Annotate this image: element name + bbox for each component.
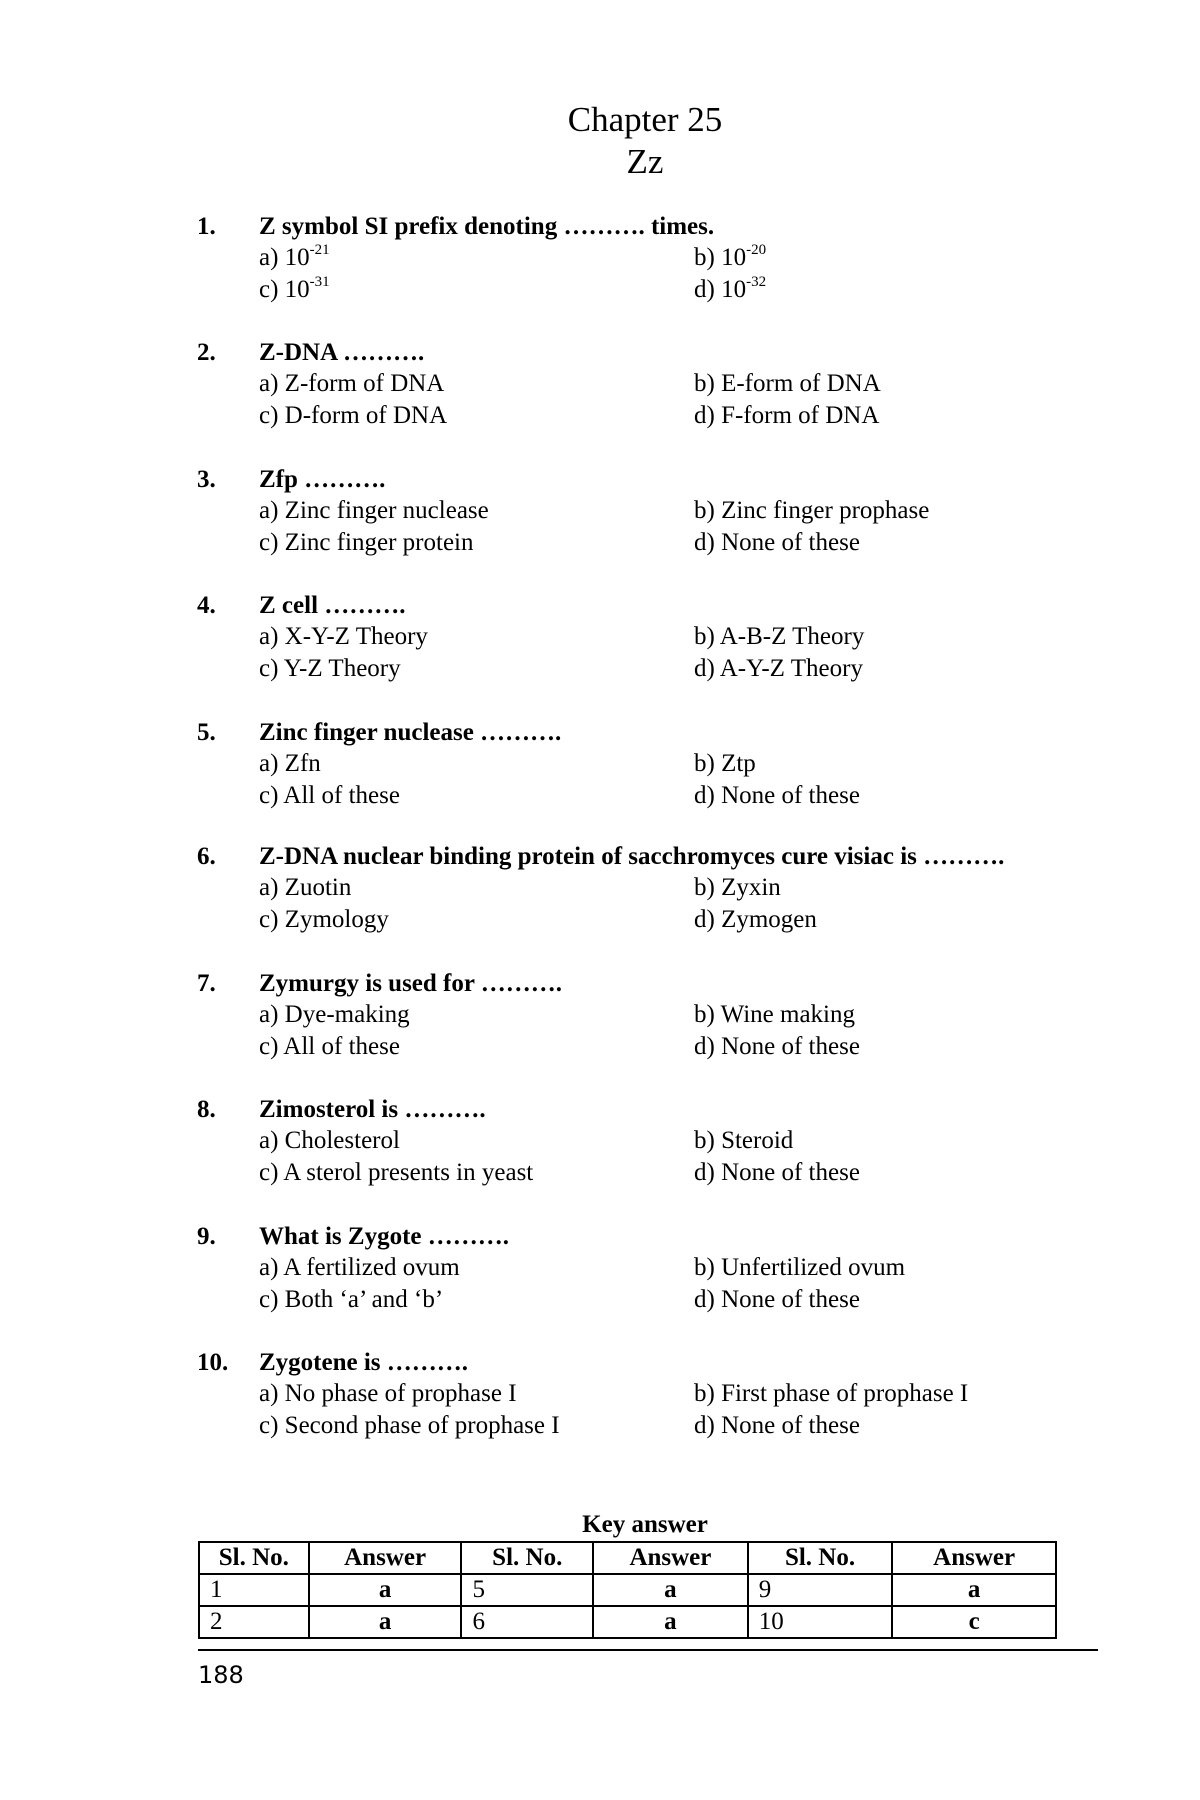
option-d: d) None of these — [694, 1159, 860, 1186]
option-b: b) E-form of DNA — [694, 370, 881, 397]
option-c: c) Y-Z Theory — [259, 655, 401, 682]
option-d: d) None of these — [694, 782, 860, 809]
answer-cell: a — [593, 1574, 748, 1606]
option-a: a) $10^{-21}$ — [259, 242, 330, 271]
question-number: 2. — [197, 339, 216, 366]
option-c: c) Zymology — [259, 906, 389, 933]
sl-no-cell: 2 — [199, 1606, 309, 1638]
chapter-label: Chapter 25 — [567, 100, 723, 139]
option-b: b) First phase of prophase I — [694, 1380, 969, 1407]
table-header-row — [199, 1542, 1056, 1574]
question-text: What is Zygote ………. — [259, 1223, 509, 1250]
option-d: d) Zymogen — [694, 906, 817, 933]
option-a: a) No phase of prophase I — [259, 1380, 517, 1407]
option-a: a) X-Y-Z Theory — [259, 623, 428, 650]
question-number: 5. — [197, 719, 216, 746]
question-text: Z cell ………. — [259, 592, 406, 619]
question-text: Z symbol SI prefix denoting ………. times. — [259, 213, 715, 240]
option-b: b) Zyxin — [694, 874, 781, 901]
header-cell: Sl. No. — [461, 1542, 593, 1574]
page-number: 188 — [198, 1661, 244, 1689]
question-text: Zimosterol is ………. — [259, 1096, 486, 1123]
option-c: c) All of these — [259, 1033, 400, 1060]
question-number: 1. — [197, 213, 216, 240]
sl-no-cell: 1 — [199, 1574, 309, 1606]
question-text: Zymurgy is used for ………. — [259, 970, 563, 997]
option-a: a) Zinc finger nuclease — [259, 497, 489, 524]
key-answer-title: Key answer — [582, 1511, 708, 1538]
option-b: b) Ztp — [694, 750, 756, 777]
option-b: b) $10^{-20}$ — [694, 242, 767, 271]
question-text: Zfp ………. — [259, 466, 386, 493]
option-b: b) Zinc finger prophase — [694, 497, 930, 524]
question-number: 7. — [197, 970, 216, 997]
option-d: d) None of these — [694, 529, 860, 556]
option-d: d) None of these — [694, 1286, 860, 1313]
key-answer-table — [198, 1541, 1057, 1639]
option-a: a) A fertilized ovum — [259, 1254, 460, 1281]
answer-cell: a — [309, 1606, 462, 1638]
answer-cell: a — [892, 1574, 1056, 1606]
option-c: c) Second phase of prophase I — [259, 1412, 560, 1439]
answer-cell: a — [593, 1606, 748, 1638]
option-a: a) Dye-making — [259, 1001, 410, 1028]
option-c: c) $10^{-31}$ — [259, 274, 330, 303]
header-cell: Sl. No. — [199, 1542, 309, 1574]
option-b: b) Unfertilized ovum — [694, 1254, 906, 1281]
option-b: b) A-B-Z Theory — [694, 623, 865, 650]
question-number: 3. — [197, 466, 216, 493]
question-text: Zinc finger nuclease ………. — [259, 719, 562, 746]
option-b: b) Wine making — [694, 1001, 855, 1028]
table-row — [199, 1574, 1056, 1606]
option-c: c) D-form of DNA — [259, 402, 448, 429]
question-text: Zygotene is ………. — [259, 1349, 469, 1376]
option-d: d) None of these — [694, 1412, 860, 1439]
sl-no-cell: 10 — [748, 1606, 893, 1638]
option-c: c) All of these — [259, 782, 400, 809]
option-c: c) A sterol presents in yeast — [259, 1159, 534, 1186]
option-b: b) Steroid — [694, 1127, 794, 1154]
question-number: 6. — [197, 843, 216, 870]
header-cell: Answer — [892, 1542, 1056, 1574]
header-cell: Answer — [593, 1542, 748, 1574]
question-text: Z-DNA ………. — [259, 339, 425, 366]
answer-cell: a — [309, 1574, 462, 1606]
option-d: d) F-form of DNA — [694, 402, 880, 429]
table-row — [199, 1606, 1056, 1638]
question-text: Z-DNA nuclear binding protein of sacchromyces cure visiac is ………. — [259, 843, 1005, 870]
option-a: a) Zuotin — [259, 874, 352, 901]
chapter-subtitle: Zz — [626, 142, 664, 181]
question-number: 10. — [197, 1349, 229, 1376]
question-number: 8. — [197, 1096, 216, 1123]
option-d: d) None of these — [694, 1033, 860, 1060]
sl-no-cell: 5 — [461, 1574, 593, 1606]
sl-no-cell: 6 — [461, 1606, 593, 1638]
answer-cell: c — [892, 1606, 1056, 1638]
footer-divider — [198, 1649, 1098, 1651]
option-a: a) Zfn — [259, 750, 321, 777]
header-cell: Sl. No. — [748, 1542, 893, 1574]
header-cell: Answer — [309, 1542, 462, 1574]
option-d: d) $10^{-32}$ — [694, 274, 767, 303]
sl-no-cell: 9 — [748, 1574, 893, 1606]
question-number: 4. — [197, 592, 216, 619]
option-d: d) A-Y-Z Theory — [694, 655, 863, 682]
option-a: a) Cholesterol — [259, 1127, 400, 1154]
option-c: c) Both ‘a’ and ‘b’ — [259, 1286, 444, 1313]
option-a: a) Z-form of DNA — [259, 370, 445, 397]
option-c: c) Zinc finger protein — [259, 529, 474, 556]
question-number: 9. — [197, 1223, 216, 1250]
